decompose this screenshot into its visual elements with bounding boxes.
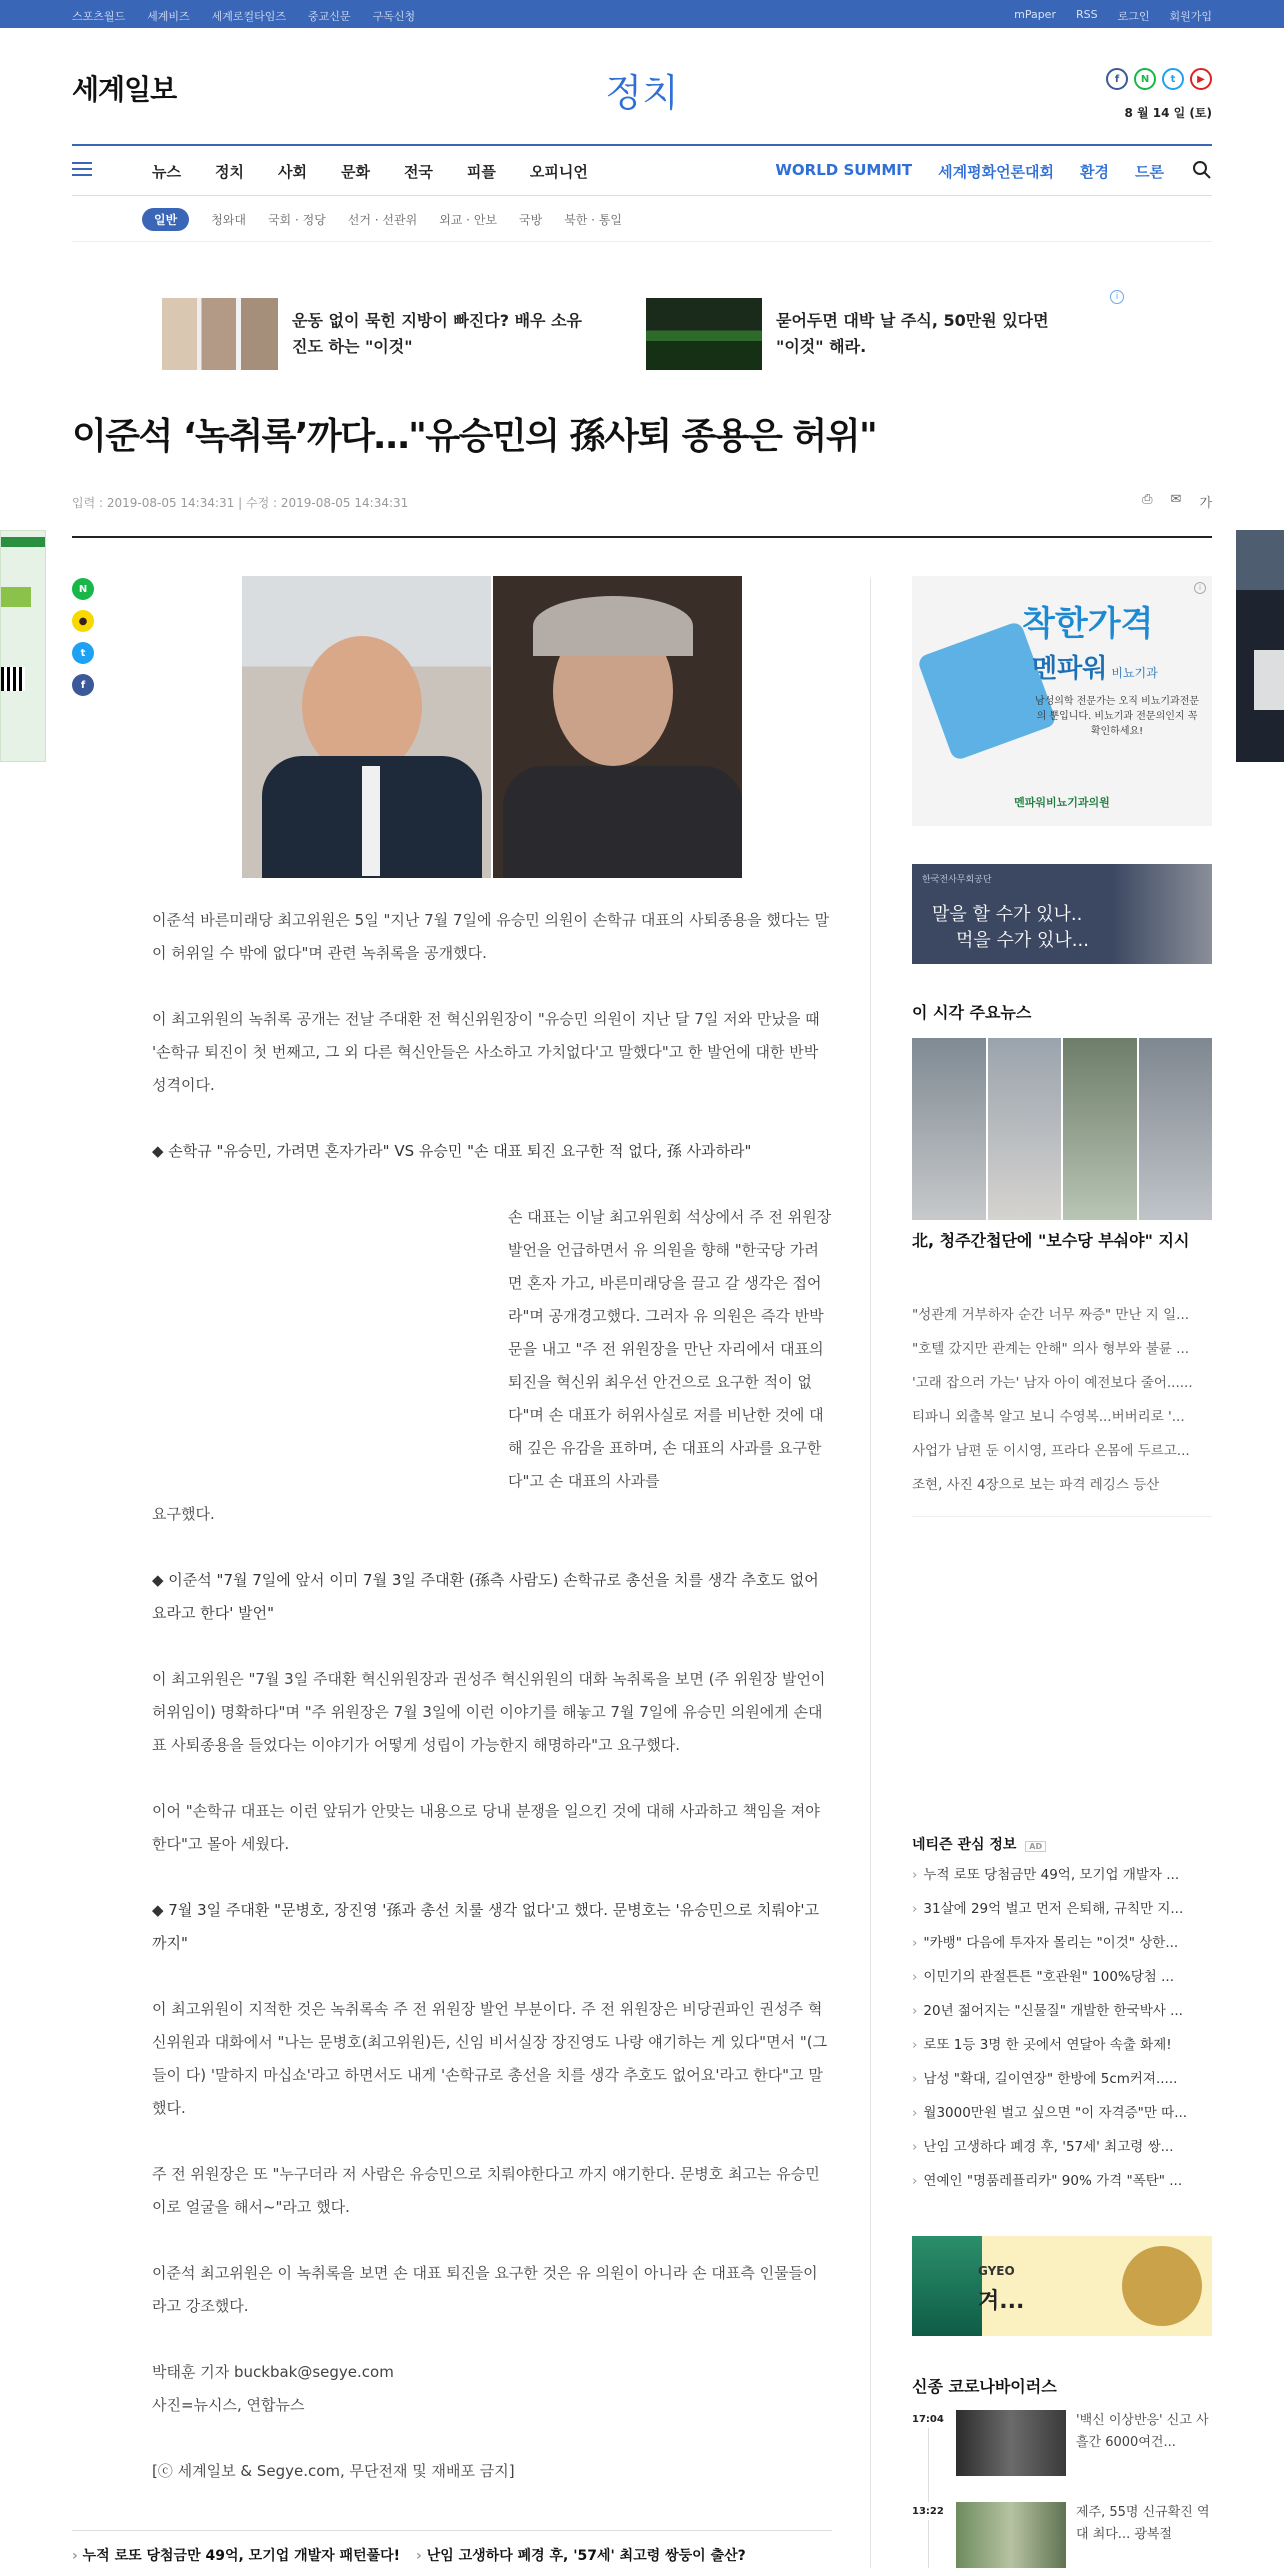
top-news-caption[interactable]: 北, 청주간첩단에 "보수당 부숴야" 지시 — [912, 1231, 1190, 1250]
search-icon[interactable] — [1192, 160, 1212, 180]
divider — [912, 1516, 1212, 1517]
ad-thumbnail — [162, 298, 278, 370]
article-paragraph: 요구했다. — [152, 1505, 215, 1523]
timeline-item[interactable] — [912, 2502, 1212, 2568]
top-link[interactable]: 세계로컬타임즈 — [211, 10, 287, 23]
column-divider — [870, 578, 871, 2568]
article-paragraph: 손 대표는 이날 최고위원회 석상에서 주 전 위원장 발언을 언급하면서 유 의원을 향해 "한국당 가려면 혼자 가고, 바른미래당을 끌고 갈 생각은 접어라"며 공개경고했다. 그러자 유 의원은 즉각 반박문을 내고 "주 전 위원장을 만난 자리에서 대표의 퇴진을 혁신위 최우선 안건으로 요구한 적이 없다"며 손 대표가 허위사실로 저를 비난한 것에 대해 깊은 유감을 표하며, 손 대표의 사과를 요구한다"고 손 대표의 사과를 — [508, 1208, 832, 1490]
article-subheading: ◆ 7월 3일 주대환 "문병호, 장진영 '孫과 총선 치룰 생각 없다'고 했다. 문병호는 '유승민으로 치뤄야'고 까지" — [152, 1901, 819, 1952]
article-paragraph: 이 최고위원의 녹취록 공개는 전날 주대환 전 혁신위원장이 "유승민 의원이 지난 달 7일 저와 만났을 때 '손학규 퇴진이 첫 번째고, 그 외 다른 혁신안들은 사소하고 가치없다'고 말했다"고 한 발언에 대한 반박 성격이다. — [152, 1010, 820, 1094]
site-logo[interactable]: 세계일보 — [72, 73, 177, 106]
timeline-thumb — [956, 2410, 1066, 2476]
covid-timeline — [912, 2410, 1212, 2568]
copyright: [ⓒ 세계일보 & Segye.com, 무단전재 및 재배포 금지] — [152, 2462, 515, 2480]
list-item[interactable]: › 이민기의 관절튼튼 "호관원" 100%당첨 ... — [912, 1960, 1212, 1994]
headline-rule — [72, 536, 1212, 538]
signup-link[interactable]: 회원가입 — [1169, 10, 1212, 23]
facebook-share-icon[interactable]: f — [72, 674, 94, 696]
twitter-icon[interactable]: t — [1162, 68, 1184, 90]
ad-line: 말을 할 수가 있나.. — [932, 904, 1083, 925]
bottom-link[interactable]: › 누적 로또 당첨금만 49억, 모기업 개발자 패턴풀다! — [72, 2545, 400, 2565]
menu-icon[interactable] — [72, 162, 92, 178]
article-subheading: ◆ 이준석 "7월 7일에 앞서 이미 7월 3일 주대환 (孫측 사람도) 손학규로 총선을 치를 생각 추호도 없어요라고 한다' 발언" — [152, 1571, 819, 1622]
article-paragraph: 이 최고위원이 지적한 것은 녹취록속 주 전 위원장 발언 부분이다. 주 전 위원장은 비당권파인 권성주 혁신위원과 대화에서 "나는 문병호(최고위원)든, 신임 비서실장 장진영도 나랑 얘기하는 게 있다"면서 "(그들이 다) '말하지 마십쇼'라고 하면서도 내게 '손학규로 총선을 치를 생각 추호도 없어요'라고 한다"고 말했다. — [152, 2000, 828, 2117]
ad-info-icon[interactable]: i — [1194, 582, 1206, 594]
nav-item[interactable]: 전국 — [403, 163, 433, 181]
header-social — [1106, 68, 1212, 90]
list-item[interactable]: › 20년 젊어지는 "신물질" 개발한 한국박사 ... — [912, 1994, 1212, 2028]
bottom-links — [72, 2530, 832, 2565]
nav-item[interactable]: 오피니언 — [529, 163, 588, 181]
article-photo — [242, 576, 742, 878]
ad-org: 한국전사무회공단 — [922, 875, 992, 885]
list-item[interactable]: › 31살에 29억 벌고 먼저 은퇴해, 규칙만 지... — [912, 1892, 1212, 1926]
sub-nav-item[interactable]: 국방 — [519, 213, 543, 227]
list-item[interactable]: › "카뱅" 다음에 투자자 몰리는 "이것" 상한... — [912, 1926, 1212, 1960]
netizen-list — [912, 1858, 1212, 2198]
ad-text: 운동 없이 묵힌 지방이 빠진다? 배우 소유진도 하는 "이것" — [292, 311, 582, 356]
sub-nav-item[interactable]: 청와대 — [211, 213, 246, 227]
facebook-icon[interactable]: f — [1106, 68, 1128, 90]
timeline-time: 17:04 — [912, 2414, 944, 2425]
twitter-share-icon[interactable]: t — [72, 642, 94, 664]
list-item[interactable]: 사업가 남편 둔 이시영, 프라다 온몸에 두르고... — [912, 1443, 1190, 1459]
nav-item[interactable]: 피플 — [466, 163, 496, 181]
top-link[interactable]: 구독신청 — [372, 10, 416, 23]
right-edge-ad[interactable] — [1236, 530, 1284, 762]
top-link[interactable]: 스포츠월드 — [72, 10, 126, 23]
ad-info-icon[interactable]: i — [1110, 290, 1124, 304]
ad-text-sub: 겨... — [978, 2289, 1025, 2314]
photo-left — [242, 576, 491, 878]
top-news-list — [912, 1298, 1212, 1502]
sub-nav — [72, 196, 1212, 242]
timeline-time: 13:22 — [912, 2506, 944, 2517]
email-icon[interactable]: ✉ — [1170, 492, 1182, 507]
sidebar-ad-menpower[interactable] — [912, 576, 1212, 826]
ad-copy: 남성의학 전문가는 오직 비뇨기과전문의 뿐입니다. 비뇨기과 전문의인지 꼭 확인하세요! — [1034, 696, 1200, 737]
naver-share-icon[interactable]: N — [72, 578, 94, 600]
sub-nav-item[interactable]: 북한 · 통일 — [564, 213, 622, 227]
sidebar-ad-banner[interactable] — [912, 2236, 1212, 2336]
nav-special-item[interactable]: WORLD SUMMIT — [775, 161, 913, 179]
list-item[interactable]: 조현, 사진 4장으로 보는 파격 레깅스 등산 — [912, 1477, 1160, 1493]
top-news-photo[interactable] — [912, 1038, 1212, 1220]
sub-nav-item[interactable]: 국회 · 정당 — [267, 213, 326, 227]
nav-special-item[interactable]: 환경 — [1080, 163, 1110, 181]
list-item[interactable]: › 연예인 "명품레플리카" 90% 가격 "폭탄" ... — [912, 2164, 1212, 2198]
list-item[interactable]: › 로또 1등 3명 한 곳에서 연달아 속출 화제! — [912, 2028, 1212, 2062]
list-item[interactable]: '고래 잡으러 가는' 남자 아이 예전보다 줄어...... — [912, 1375, 1193, 1391]
article-paragraph: 주 전 위원장은 또 "누구더라 저 사람은 유승민으로 치뤄야한다고 까지 얘기한다. 문병호 최고는 유승민이로 얼굴을 해서~"라고 했다. — [152, 2165, 820, 2216]
ad-text: 묻어두면 대박 날 주식, 50만원 있다면 "이것" 해라. — [776, 311, 1049, 356]
sub-nav-active[interactable]: 일반 — [142, 208, 189, 231]
nav-item[interactable]: 뉴스 — [152, 163, 181, 181]
ad-item[interactable] — [162, 298, 582, 370]
font-size-icon[interactable]: 가 — [1199, 496, 1212, 511]
timeline-text: 제주, 55명 신규확진 역대 최다... 광복절 — [1076, 2505, 1210, 2542]
nav-item[interactable]: 문화 — [340, 163, 370, 181]
list-item[interactable]: › 남성 "확대, 길이연장" 한방에 5cm커져..... — [912, 2062, 1212, 2096]
list-item[interactable]: 티파니 외출복 알고 보니 수영복...버버리로 '... — [912, 1409, 1185, 1425]
ad-item[interactable] — [646, 298, 1076, 370]
ad-line: 먹을 수가 있나... — [956, 930, 1089, 951]
share-bar — [72, 578, 94, 696]
sub-nav-item[interactable]: 선거 · 선관위 — [347, 213, 418, 227]
netizen-title-text: 네티즌 관심 정보 — [912, 1837, 1017, 1853]
article-paragraph: 이어 "손학규 대표는 이런 앞뒤가 안맞는 내용으로 당내 분쟁을 일으킨 것에 대해 사과하고 책임을 져야 한다"고 몰아 세웠다. — [152, 1802, 820, 1853]
kakao-share-icon[interactable]: ● — [72, 610, 94, 632]
list-item[interactable]: "성관계 거부하자 순간 너무 짜증" 만난 지 일... — [912, 1307, 1190, 1323]
timeline-item[interactable] — [912, 2410, 1212, 2502]
left-edge-ad[interactable] — [0, 530, 46, 762]
byline: 박태훈 기자 buckbak@segye.com — [152, 2363, 394, 2381]
ad-brand: 멘파워 — [1032, 654, 1108, 684]
article-tools — [1142, 492, 1212, 511]
nav-special-item[interactable]: 드론 — [1135, 163, 1164, 181]
list-item[interactable]: › 누적 로또 당첨금만 49억, 모기업 개발자 ... — [912, 1858, 1212, 1892]
list-item[interactable]: › 월3000만원 벌고 싶으면 "이 자격증"만 따... — [912, 2096, 1212, 2130]
list-item[interactable]: › 난임 고생하다 폐경 후, '57세' 최고령 쌍... — [912, 2130, 1212, 2164]
timeline-thumb — [956, 2502, 1066, 2568]
article-paragraph: 이준석 바른미래당 최고위원은 5일 "지난 7월 7일에 유승민 의원이 손학규 대표의 사퇴종용을 했다는 말이 허위일 수 밖에 없다"며 관련 녹취록을 공개했다. — [152, 911, 830, 962]
sidebar-ad-public[interactable] — [912, 864, 1212, 964]
top-link[interactable]: 세계비즈 — [147, 10, 190, 23]
top-utility-bar — [0, 0, 1284, 28]
article-body — [152, 904, 832, 2521]
print-icon[interactable]: ⎙ — [1142, 492, 1153, 507]
top-link[interactable]: 중교신문 — [308, 10, 351, 23]
ad-footer: 멘파워비뇨기과의원 — [1014, 796, 1110, 809]
current-date: 8 월 14 일 (토) — [1124, 106, 1212, 120]
ad-text: GYEO — [978, 2264, 1015, 2278]
sub-nav-item[interactable]: 외교 · 안보 — [439, 213, 497, 227]
main-nav — [72, 144, 1212, 196]
naver-icon[interactable]: N — [1134, 68, 1156, 90]
rss-link[interactable]: RSS — [1075, 8, 1098, 21]
article-paragraph: 이 최고위원은 "7월 3일 주대환 혁신위원장과 권성주 혁신위원의 대화 녹취록을 보면 (주 위원장 발언이 허위임이) 명확하다"며 "주 위원장은 7월 3일에 이런 이야기를 해놓고 7월 7일에 유승민 의원에게 손대표 사퇴종용을 들었다는 이야기가 어떻게 성립이 가능한지 해명하라"고 요구했다. — [152, 1670, 826, 1754]
netizen-title — [912, 1834, 1046, 1854]
bottom-link[interactable]: › 난임 고생하다 폐경 후, '57세' 최고령 쌍둥이 출산? — [416, 2545, 746, 2565]
photo-right — [493, 576, 742, 878]
ad-sub: 비뇨기과 — [1111, 666, 1158, 680]
timeline-text: '백신 이상반응' 신고 사흘간 6000여건... — [1076, 2413, 1209, 2450]
ad-thumbnail — [646, 298, 762, 370]
nav-special-item[interactable]: 세계평화언론대회 — [938, 163, 1055, 181]
ad-badge: AD — [1025, 1841, 1046, 1852]
article-subheading: ◆ 손학규 "유승민, 가려면 혼자가라" VS 유승민 "손 대표 퇴진 요구한 적 없다, 孫 사과하라" — [152, 1142, 752, 1160]
nav-item[interactable]: 정치 — [214, 163, 244, 181]
nav-item[interactable]: 사회 — [277, 163, 307, 181]
covid-title: 신종 코로나바이러스 — [912, 2377, 1057, 2396]
photo-credit: 사진=뉴시스, 연합뉴스 — [152, 2396, 305, 2414]
section-title: 정치 — [605, 71, 679, 115]
youtube-icon[interactable]: ▶ — [1190, 68, 1212, 90]
mpaper-link[interactable]: mPaper — [1014, 8, 1056, 21]
article-meta: 입력 : 2019-08-05 14:34:31 | 수정 : 2019-08-05 14:34:31 — [72, 496, 409, 510]
list-item[interactable]: "호텔 갔지만 관계는 안해" 의사 형부와 불륜 ... — [912, 1341, 1190, 1357]
login-link[interactable]: 로그인 — [1117, 10, 1150, 23]
ad-strip — [162, 292, 1122, 370]
top-news-title: 이 시각 주요뉴스 — [912, 1003, 1032, 1022]
article-paragraph: 이준석 최고위원은 이 녹취록을 보면 손 대표 퇴진을 요구한 것은 유 의원이 아니라 손 대표측 인물들이라고 강조했다. — [152, 2264, 818, 2315]
article-headline: 이준석 ‘녹취록’까다…"유승민의 孫사퇴 종용은 허위" — [72, 416, 877, 457]
ad-title: 착한가격 — [1022, 604, 1154, 644]
